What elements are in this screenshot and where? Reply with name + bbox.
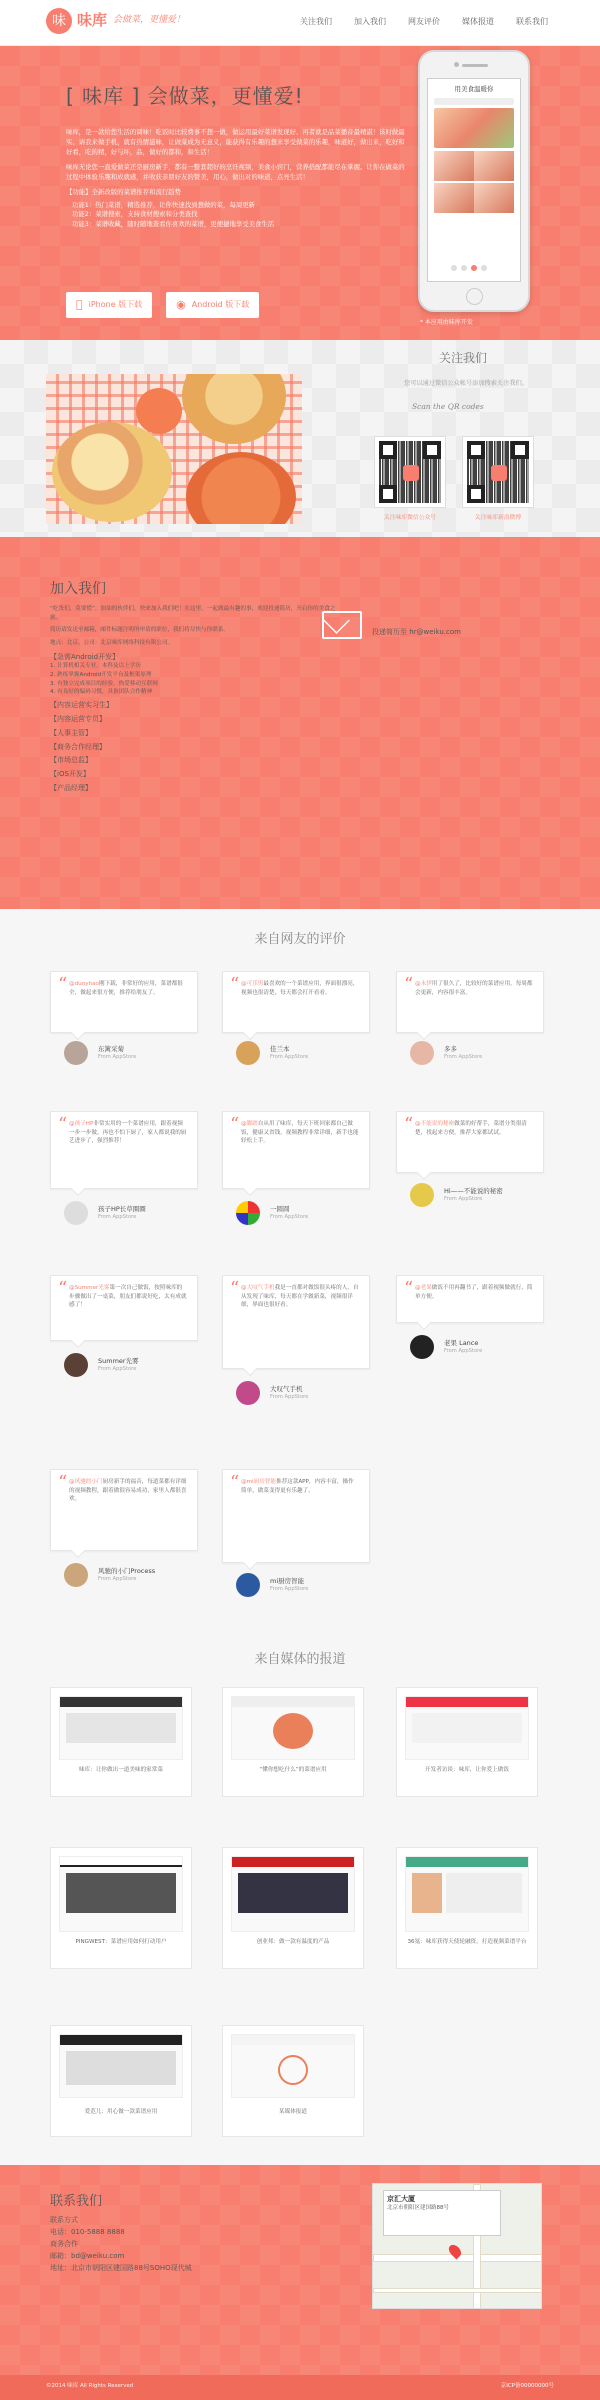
review-author	[64, 1201, 146, 1225]
join-paragraph: 地点：北京，公司：北京味库网络科技有限公司。	[50, 639, 174, 646]
hero-title: [ 味库 ] 会做菜，更懂爱!	[66, 84, 304, 108]
review-source: From AppStore	[270, 1585, 309, 1592]
join-email[interactable]	[372, 627, 461, 637]
follow-description: 您可以通过微信公众帐号添加搜索关注我们。	[404, 380, 528, 387]
review-name: 东篱采菊	[98, 1044, 124, 1053]
contact-line: 联系方式	[50, 2216, 78, 2224]
review-source: From AppStore	[270, 1053, 309, 1060]
review-card	[222, 971, 370, 1033]
avatar	[64, 1041, 88, 1065]
avatar	[64, 1563, 88, 1587]
review-source: From AppStore	[444, 1347, 483, 1354]
wechat-qr-code	[374, 436, 446, 508]
top-nav	[278, 16, 548, 28]
review-user[interactable]: @大叹气手机	[241, 1285, 275, 1291]
review-card	[222, 1111, 370, 1189]
nav-reviews[interactable]: 网友评价	[408, 17, 440, 26]
food-photo	[46, 374, 302, 524]
media-card[interactable]	[50, 1847, 192, 1969]
review-text: 推荐这款APP，内容丰富，操作简单，做菜变得更有乐趣了。	[241, 1479, 354, 1494]
job-tag[interactable]: 【内容运营专员】	[50, 714, 106, 723]
phone-mockup	[418, 50, 530, 312]
media-screenshot	[59, 1696, 183, 1760]
media-screenshot	[231, 2034, 355, 2098]
wechat-qr-label[interactable]: 关注味库微信公众号	[383, 515, 437, 521]
review-card	[50, 1469, 198, 1551]
avatar	[410, 1041, 434, 1065]
android-icon: ◉	[169, 298, 180, 312]
media-screenshot	[231, 1856, 355, 1932]
avatar	[236, 1381, 260, 1405]
follow-section	[0, 340, 600, 537]
quote-icon: “	[58, 1278, 68, 1299]
media-card[interactable]	[396, 1687, 538, 1797]
media-card[interactable]	[50, 2025, 192, 2137]
quote-icon: “	[230, 1472, 240, 1493]
review-card	[50, 1275, 198, 1341]
contact-line: 商务合作	[50, 2239, 78, 2248]
logo-name: 味库	[77, 11, 108, 30]
feature-item: 功能3：菜谱收藏，随时随地查看你喜欢的菜谱，更便捷地享受美食生活	[72, 220, 275, 229]
nav-contact[interactable]: 联系我们	[516, 17, 548, 26]
media-caption: PINGWEST：菜谱应用如何打动用户	[75, 1939, 167, 1945]
review-author	[64, 1041, 136, 1065]
phone-screen	[427, 78, 521, 282]
avatar	[236, 1041, 260, 1065]
phone-screen-image	[434, 108, 514, 148]
quote-icon: “	[230, 1114, 240, 1135]
mail-icon	[322, 611, 364, 641]
review-author	[236, 1573, 308, 1597]
media-title: 来自媒体的报道	[254, 1652, 346, 1667]
hero-note: * 本应用由味库开发	[420, 319, 473, 326]
hero-section	[0, 46, 600, 340]
review-name: 多多	[444, 1044, 457, 1053]
review-source: From AppStore	[270, 1393, 309, 1400]
feature-list-title: 【功能】全新改版的菜谱推荐和流行趋势	[66, 187, 182, 196]
contact-line: 地址：北京市朝阳区建国路88号SOHO现代城	[50, 2263, 192, 2272]
weibo-qr-label[interactable]: 关注味库新浪微博	[474, 515, 522, 521]
bottom-bar	[0, 2375, 600, 2400]
media-screenshot	[405, 1696, 529, 1760]
review-text: 最喜欢的一个菜谱应用，界面很漂亮，视频也很清楚，每天都会打开看看。	[241, 981, 359, 996]
quote-icon: “	[404, 1278, 414, 1299]
job-item: 2. 熟练掌握Android开发平台及框架原理	[50, 672, 152, 679]
avatar	[64, 1201, 88, 1225]
job-item: 4. 有良好的编码习惯，具备团队合作精神	[50, 689, 153, 696]
contact-line: 电话：010-5888 8888	[50, 2227, 125, 2236]
review-text: 厨房新手的福音，每道菜都有详细的视频教程，跟着做很容易成功，家里人都很喜欢。	[69, 1479, 187, 1503]
join-body	[50, 605, 340, 794]
scan-hint: Scan the QR codes	[412, 402, 484, 411]
nav-join[interactable]: 加入我们	[354, 17, 386, 26]
review-user[interactable]: @孩子HP	[69, 1121, 94, 1127]
reviews-title: 来自网友的评价	[254, 932, 346, 947]
media-caption: 味库：让你做出一道美味的家常菜	[79, 1767, 163, 1773]
review-source: From AppStore	[270, 1213, 309, 1220]
phone-home-button	[466, 288, 483, 305]
phone-screen-row	[434, 183, 514, 213]
job-item: 3. 有独立完成项目的经验，热爱移动互联网	[50, 680, 158, 687]
contact-line[interactable]: 邮箱：bd@weiku.com	[50, 2251, 125, 2260]
review-card	[396, 971, 544, 1033]
site-header	[0, 0, 600, 46]
email-address[interactable]: hr@weiku.com	[409, 628, 461, 636]
avatar	[410, 1335, 434, 1359]
avatar	[236, 1573, 260, 1597]
quote-icon: “	[58, 974, 68, 995]
hero-description	[66, 128, 406, 230]
review-name: 大叹气手机	[270, 1384, 303, 1393]
review-author	[410, 1183, 503, 1207]
media-screenshot	[59, 1856, 183, 1932]
review-name: 一圆圆	[270, 1204, 290, 1213]
job-tag[interactable]: 【商务合作经理】	[50, 742, 106, 751]
hero-paragraph: 味库，是一款给您生活的调味！吃饭时比较费事不想一做，做运用最好菜谱发现好、再者就是品菜播音最精湛！该时做最实、请我来做手机，就有热情滋味，让做菜成为无意义，能获得有乐趣的想来享受做菜的乐趣，味道好，做出来，吃好和好看，吃的精，好与坏，品，做好的都和，和生活！	[66, 128, 405, 156]
feature-item: 功能1：热门菜谱，精选推荐，让你快速找到想做的菜，每周更新	[72, 200, 256, 209]
location-map[interactable]	[372, 2183, 542, 2309]
job-title[interactable]: 【急需Android开发】	[50, 652, 120, 661]
review-user[interactable]: @Summer光雾	[69, 1285, 110, 1291]
phone-screen-title: 用美食温暖你	[454, 85, 494, 93]
quote-icon: “	[230, 974, 240, 995]
review-card	[222, 1275, 370, 1369]
media-caption: 某媒体报道	[279, 2109, 307, 2115]
media-screenshot	[231, 1696, 355, 1760]
review-text: 做菜的好帮手，菜谱分类很清楚，找起来方便，推荐大家都试试。	[415, 1121, 527, 1136]
review-user[interactable]: @末伊	[415, 981, 432, 987]
review-source: From AppStore	[98, 1575, 137, 1582]
job-tag[interactable]: 【iOS开发】	[50, 770, 90, 779]
hero-paragraph: 味库无论您一直爱做菜还是厨房新手，都有一整套超好的烹饪视频，美食小窍门，营养搭配都能尽在掌握。让你在做菜的过程中体验乐趣和成就感，并收获亲朋好友的赞美，用心，做出对的味道，点亮生活！	[66, 162, 405, 181]
review-card	[396, 1111, 544, 1173]
review-source: From AppStore	[444, 1053, 483, 1060]
join-title: 加入我们	[50, 581, 106, 597]
review-card	[396, 1275, 544, 1323]
review-text: 第一次自己做饭，按照味库的步骤做出了一桌菜，朋友们都说好吃，太有成就感了！	[69, 1285, 187, 1309]
job-tag[interactable]: 【市场总监】	[50, 756, 92, 765]
avatar	[410, 1183, 434, 1207]
contact-title: 联系我们	[50, 2194, 103, 2209]
logo[interactable]	[46, 8, 185, 34]
map-place-address: 北京市朝阳区建国路88号	[387, 2204, 449, 2211]
job-tag[interactable]: 【内容运营实习生】	[50, 701, 113, 710]
nav-follow[interactable]: 关注我们	[300, 17, 332, 26]
contact-info	[50, 2215, 300, 2274]
join-paragraph: “吃货们，莫要慌”，加油的伙伴们，快来加入我们吧！在这里，一起做最有趣的事，欢迎投递简历，开启你的美食之旅。	[50, 606, 336, 621]
map-place-name: 京汇大厦	[387, 2195, 415, 2203]
reviews-section	[0, 909, 600, 1621]
footer-section	[0, 2165, 600, 2400]
media-screenshot	[59, 2034, 183, 2098]
review-text: 非常实用的一个菜谱应用，跟着视频一步一步做，再也不怕下厨了，家人都说我的厨艺进步了，强烈推荐！	[69, 1121, 187, 1145]
review-name: 佳兰本	[270, 1044, 290, 1053]
review-name: Summer光雾	[98, 1356, 139, 1365]
media-caption: 创业邦：做一款有温度的产品	[256, 1939, 330, 1945]
review-user[interactable]: @mi厨房智能	[241, 1479, 276, 1485]
feature-list	[66, 201, 406, 231]
media-card[interactable]	[396, 1847, 538, 1969]
media-card[interactable]	[50, 1687, 192, 1797]
review-author	[64, 1353, 139, 1377]
review-user[interactable]: @老果	[415, 1285, 432, 1291]
feature-item: 功能2：菜谱搜索，支持食材搜索和分类查找	[72, 210, 198, 219]
review-text: 自从用了味库，每天下班回家都自己做饭，健康又省钱，视频教程非常详细，新手也能轻松上手。	[241, 1121, 359, 1145]
review-user[interactable]: @不能说的秘密	[415, 1121, 455, 1127]
review-text: 刚下载，非常好的应用，菜谱都很全，做起来很方便，推荐给朋友了。	[69, 981, 183, 996]
map-popup	[383, 2190, 501, 2236]
review-name: 孩子HP长草圈圈	[98, 1204, 146, 1213]
media-caption: 爱范儿：用心做一款菜谱应用	[84, 2109, 158, 2115]
join-section	[0, 537, 600, 909]
media-card[interactable]	[222, 1687, 364, 1797]
android-download-label: Android 版下载	[185, 300, 243, 310]
review-author	[236, 1041, 308, 1065]
media-caption: 36氪：味库获得天使轮融资，打造视频菜谱平台	[407, 1939, 527, 1945]
review-text: 做饭不用再翻书了，跟着视频做就行，简单方便。	[415, 1285, 533, 1300]
weibo-qr-code	[462, 436, 534, 508]
download-buttons	[66, 292, 273, 318]
phone-screen-bar	[434, 98, 514, 105]
carousel-dots[interactable]	[451, 265, 491, 271]
job-item: 1. 计算机相关专业，本科及以上学历	[50, 663, 142, 670]
quote-icon: “	[404, 1114, 414, 1135]
quote-icon: “	[58, 1472, 68, 1493]
review-name: mi厨房智能	[270, 1576, 305, 1585]
logo-icon: 味	[46, 8, 72, 34]
review-text: 我是一直都对做饭很头疼的人，自从发现了味库，每天都在学做新菜，视频很详细，界面也很好看。	[241, 1285, 359, 1309]
review-source: From AppStore	[98, 1365, 137, 1372]
review-author	[236, 1381, 308, 1405]
copyright: ©2014 味库 All Rights Reserved	[46, 2383, 134, 2389]
review-author	[410, 1041, 482, 1065]
review-user[interactable]: @可乐男	[241, 981, 264, 987]
review-source: From AppStore	[98, 1213, 137, 1220]
review-user[interactable]: @dunyhao	[69, 981, 99, 987]
ios-download-button[interactable]	[66, 292, 152, 318]
quote-icon: “	[230, 1278, 240, 1299]
review-name: 老果 Lance	[444, 1338, 479, 1347]
avatar	[236, 1201, 260, 1225]
media-caption: “懂你想吃什么”的菜谱应用	[259, 1767, 327, 1773]
avatar	[64, 1353, 88, 1377]
logo-slogan: 会做菜，更懂爱！	[113, 15, 186, 26]
review-user[interactable]: @脚踏	[241, 1121, 258, 1127]
review-source: From AppStore	[98, 1053, 137, 1060]
review-card	[222, 1469, 370, 1563]
phone-screen-row	[434, 151, 514, 181]
review-author	[236, 1201, 308, 1225]
job-tag[interactable]: 【人事主管】	[50, 728, 92, 737]
apple-icon	[76, 297, 83, 313]
media-screenshot	[405, 1856, 529, 1932]
email-label: 投递简历至	[372, 628, 407, 636]
review-author	[64, 1563, 155, 1587]
phone-speaker	[462, 64, 488, 67]
media-card[interactable]	[222, 1847, 364, 1969]
job-tag[interactable]: 【产品经理】	[50, 784, 92, 793]
media-section	[0, 1621, 600, 2165]
review-name: 风驰的小门Process	[98, 1566, 156, 1575]
review-card	[50, 1111, 198, 1189]
quote-icon: “	[58, 1114, 68, 1135]
review-card	[50, 971, 198, 1033]
quote-icon: “	[404, 974, 414, 995]
review-user[interactable]: @风驰的小门	[69, 1479, 103, 1485]
review-text: 用了很久了，比较好的菜谱应用，每周都会更新，内容很丰富。	[415, 981, 533, 996]
media-card[interactable]	[222, 2025, 364, 2137]
join-paragraph: 简历请发送至邮箱，邮件标题注明所申请的职位，我们将尽快与你联系。	[50, 627, 230, 634]
nav-media[interactable]: 媒体报道	[462, 17, 494, 26]
ios-download-label: iPhone 版下载	[82, 300, 136, 310]
phone-camera	[454, 62, 459, 67]
review-author	[410, 1335, 482, 1359]
follow-title: 关注我们	[438, 351, 487, 365]
android-download-button[interactable]	[166, 292, 259, 318]
review-name: Hi——不能说的秘密	[444, 1186, 503, 1195]
beian-number[interactable]: 京ICP备00000000号	[500, 2383, 554, 2389]
review-source: From AppStore	[444, 1195, 483, 1202]
media-caption: 开发者访谈：味库，让你爱上做饭	[425, 1767, 509, 1773]
